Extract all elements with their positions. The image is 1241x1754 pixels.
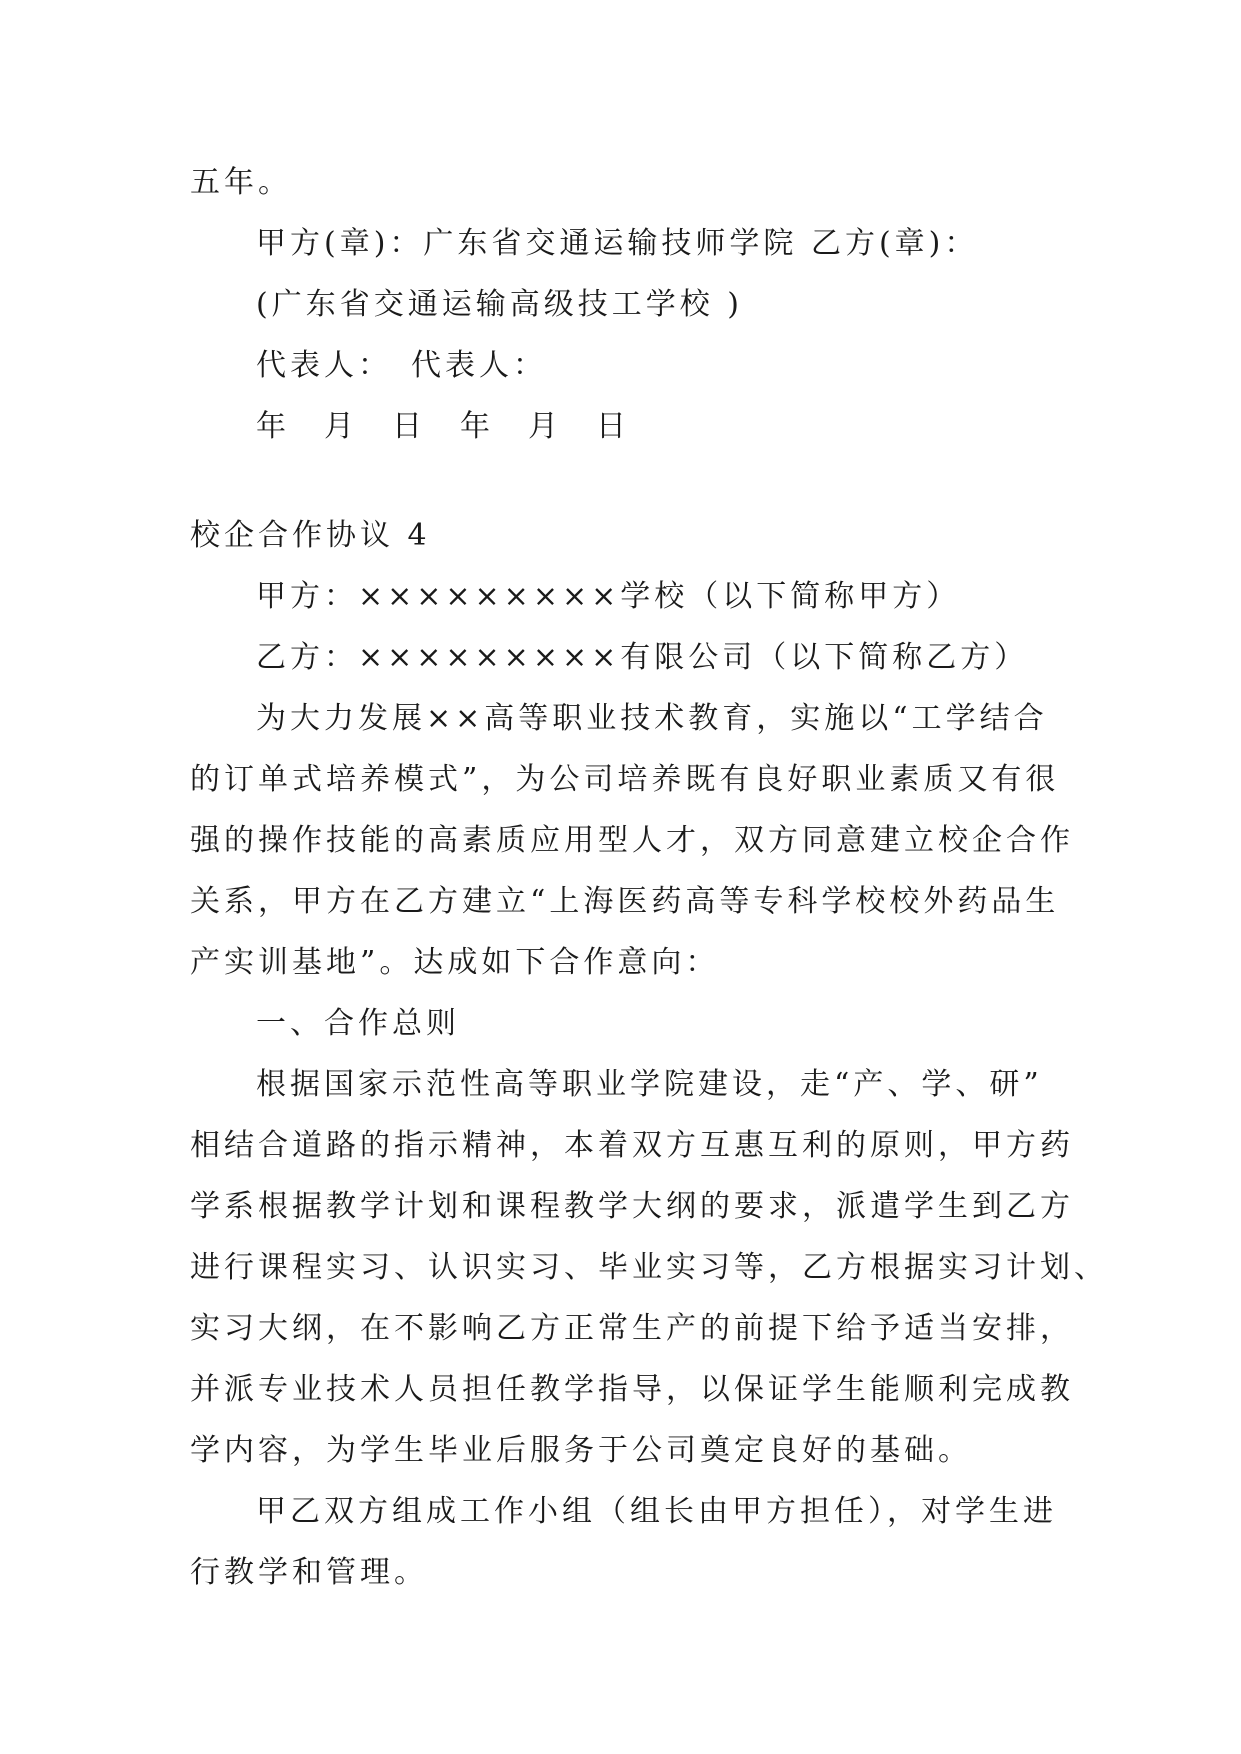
dates-line: 年 月 日 年 月 日 <box>256 409 630 444</box>
principle-line: 学内容，为学生毕业后服务于公司奠定良好的基础。 <box>190 1433 972 1468</box>
working-group-line: 甲乙双方组成工作小组（组长由甲方担任），对学生进 <box>256 1494 1057 1529</box>
principle-line: 实习大纲，在不影响乙方正常生产的前提下给予适当安排， <box>190 1311 1074 1346</box>
representatives-line: 代表人： 代表人： <box>256 348 547 383</box>
principle-line: 学系根据教学计划和课程教学大纲的要求，派遣学生到乙方 <box>190 1189 1074 1224</box>
party-b-line: 乙方：×××××××××有限公司（以下简称乙方） <box>256 640 1029 675</box>
intro-line: 强的操作技能的高素质应用型人才，双方同意建立校企合作 <box>190 823 1074 858</box>
principle-line: 根据国家示范性高等职业学院建设，走“产、学、研” <box>256 1067 1043 1102</box>
signature-section <box>190 152 1052 457</box>
principle-line: 并派专业技术人员担任教学指导，以保证学生能顺利完成教 <box>190 1372 1074 1407</box>
continuation-text: 五年。 <box>190 165 292 200</box>
agreement-section <box>190 505 1108 1603</box>
principle-line: 进行课程实习、认识实习、毕业实习等，乙方根据实习计划、 <box>190 1250 1108 1285</box>
intro-line: 的订单式培养模式”，为公司培养既有良好职业素质又有很 <box>190 762 1060 797</box>
party-a-line: 甲方：×××××××××学校（以下简称甲方） <box>256 579 961 614</box>
working-group-line: 行教学和管理。 <box>190 1555 428 1590</box>
party-a-alias: (广东省交通运输高级技工学校 ) <box>256 287 743 322</box>
party-a-seal-line: 甲方(章)：广东省交通运输技师学院 乙方(章)： <box>256 226 979 261</box>
section-title: 校企合作协议 4 <box>190 518 431 553</box>
intro-line: 为大力发展××高等职业技术教育，实施以“工学结合 <box>256 701 1048 736</box>
principle-line: 相结合道路的指示精神，本着双方互惠互利的原则，甲方药 <box>190 1128 1074 1163</box>
heading-general-principles: 一、合作总则 <box>256 1006 460 1041</box>
intro-line: 产实训基地”。达成如下合作意向： <box>190 945 720 980</box>
intro-line: 关系，甲方在乙方建立“上海医药高等专科学校校外药品生 <box>190 884 1060 919</box>
